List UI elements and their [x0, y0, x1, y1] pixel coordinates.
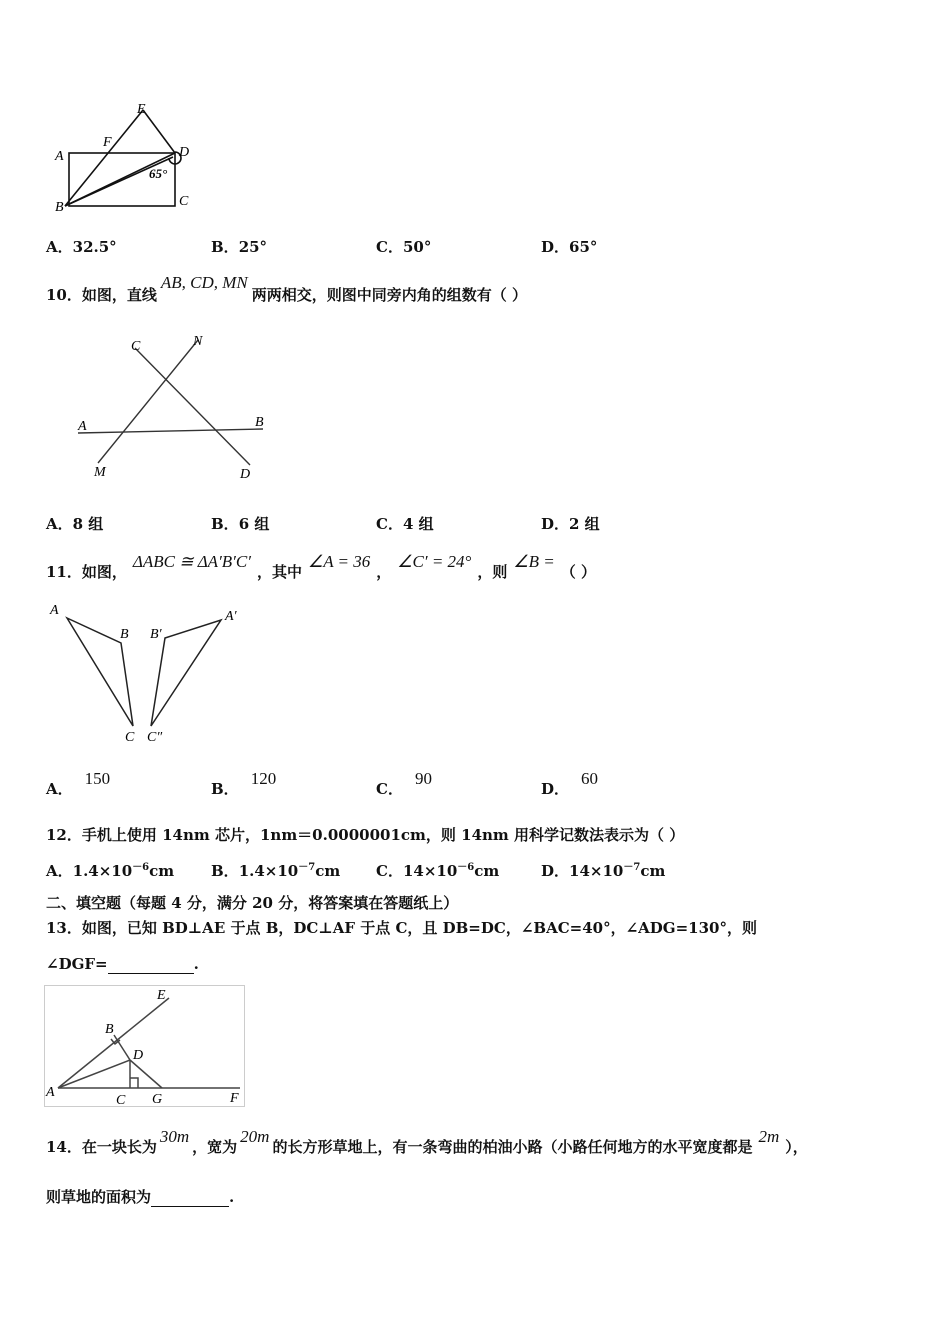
q11-label-a-prime: A′	[225, 609, 237, 624]
q11-option-a[interactable]: A．150	[46, 769, 111, 798]
q10-label-c: C	[131, 339, 141, 354]
q9-option-c[interactable]: C．50°	[376, 238, 432, 256]
q10-option-b[interactable]: B．6 组	[211, 515, 270, 533]
q13-stem-line2: ∠DGF= .	[46, 955, 199, 973]
q12-stem: 12．手机上使用 14nm 芯片，1nm＝0.0000001cm，则 14nm 用科学记数法表示为（ ）	[46, 826, 685, 844]
q9-option-d[interactable]: D．65°	[541, 238, 598, 256]
q13-label-f: F	[230, 1091, 239, 1106]
q13-label-d: D	[133, 1048, 144, 1063]
q12-option-c[interactable]: C．$14\times 10^{-6}cm$	[376, 862, 500, 880]
q10-label-n: N	[193, 334, 203, 349]
q12-option-d[interactable]: D．$14\times 10^{-7}cm$	[541, 862, 666, 880]
q13-figure	[44, 985, 246, 1107]
q10-label-m: M	[94, 465, 106, 480]
q10-option-c[interactable]: C．4 组	[376, 515, 434, 533]
q10-label-d: D	[240, 467, 251, 482]
q11-math-congruent: ΔABC ≅ ΔA′B′C′	[132, 552, 251, 571]
q11-label-b: B	[120, 627, 129, 642]
q13-label-c: C	[116, 1093, 126, 1107]
q14-stem-line2: 则草地的面积为 .	[46, 1188, 235, 1206]
q11-label-c-prime: C″	[147, 730, 163, 745]
q9-figure	[45, 98, 205, 218]
q9-option-a[interactable]: A．32.5°	[46, 238, 117, 256]
q14-width: 20m	[240, 1127, 270, 1146]
q11-label-c: C	[125, 730, 135, 745]
q14-answer-blank[interactable]	[151, 1188, 229, 1207]
q13-label-a: A	[46, 1085, 55, 1100]
q13-stem-line1: 13．如图，已知 BD⊥AE 于点 B，DC⊥AF 于点 C，且 DB=DC，∠BAC=40°，∠ADG=130°，则	[46, 919, 757, 937]
q11-stem: 11．如图，ΔABC ≅ ΔA′B′C′，其中∠A = 36，∠C′ = 24°，则∠B =（ ）	[46, 552, 596, 581]
q13-label-e: E	[157, 988, 166, 1003]
q10-math: AB, CD, MN	[160, 273, 248, 292]
q13-label-b: B	[105, 1022, 114, 1037]
q12-option-a[interactable]: A．$1.4\times 10^{-6}cm$	[46, 862, 175, 880]
q11-label-a: A	[50, 603, 59, 618]
q11-option-c[interactable]: C．90	[376, 769, 432, 798]
section-title: 二、填空题（每题 4 分，满分 20 分，将答案填在答题纸上）	[46, 894, 459, 912]
q11-math-angle-a: ∠A = 36	[307, 552, 371, 571]
q10-figure	[70, 330, 270, 485]
q14-road-width: 2m	[758, 1127, 780, 1146]
q12-option-b[interactable]: B．$1.4\times 10^{-7}cm$	[211, 862, 341, 880]
q9-label-a: A	[55, 149, 64, 164]
q9-label-f: F	[103, 135, 112, 150]
q10-option-a[interactable]: A．8 组	[46, 515, 104, 533]
q9-label-c: C	[179, 194, 189, 209]
q9-label-b: B	[55, 200, 64, 215]
q11-label-b-prime: B′	[150, 627, 162, 642]
q10-option-d[interactable]: D．2 组	[541, 515, 600, 533]
q11-option-b[interactable]: B．120	[211, 769, 277, 798]
q10-stem: 10．如图，直线AB, CD, MN两两相交，则图中同旁内角的组数有（ ）	[46, 273, 527, 304]
q9-angle-label: 65°	[149, 166, 168, 181]
q9-option-b[interactable]: B．25°	[211, 238, 268, 256]
q9-label-d: D	[179, 145, 190, 160]
q13-label-g: G	[152, 1092, 163, 1107]
q11-math-angle-c: ∠C′ = 24°	[397, 552, 472, 571]
q14-stem-line1: 14．在一块长为30m，宽为20m的长方形草地上，有一条弯曲的柏油小路（小路任何地方的水平宽度都是2m），	[46, 1127, 808, 1156]
q13-answer-blank[interactable]	[108, 955, 194, 974]
q11-option-d[interactable]: D．60	[541, 769, 599, 798]
q9-label-e: E	[137, 102, 146, 117]
q10-label-b: B	[255, 415, 264, 430]
q11-figure	[45, 598, 255, 748]
q14-length: 30m	[159, 1127, 190, 1146]
q10-label-a: A	[78, 419, 87, 434]
q11-math-angle-b: ∠B =	[513, 552, 555, 571]
